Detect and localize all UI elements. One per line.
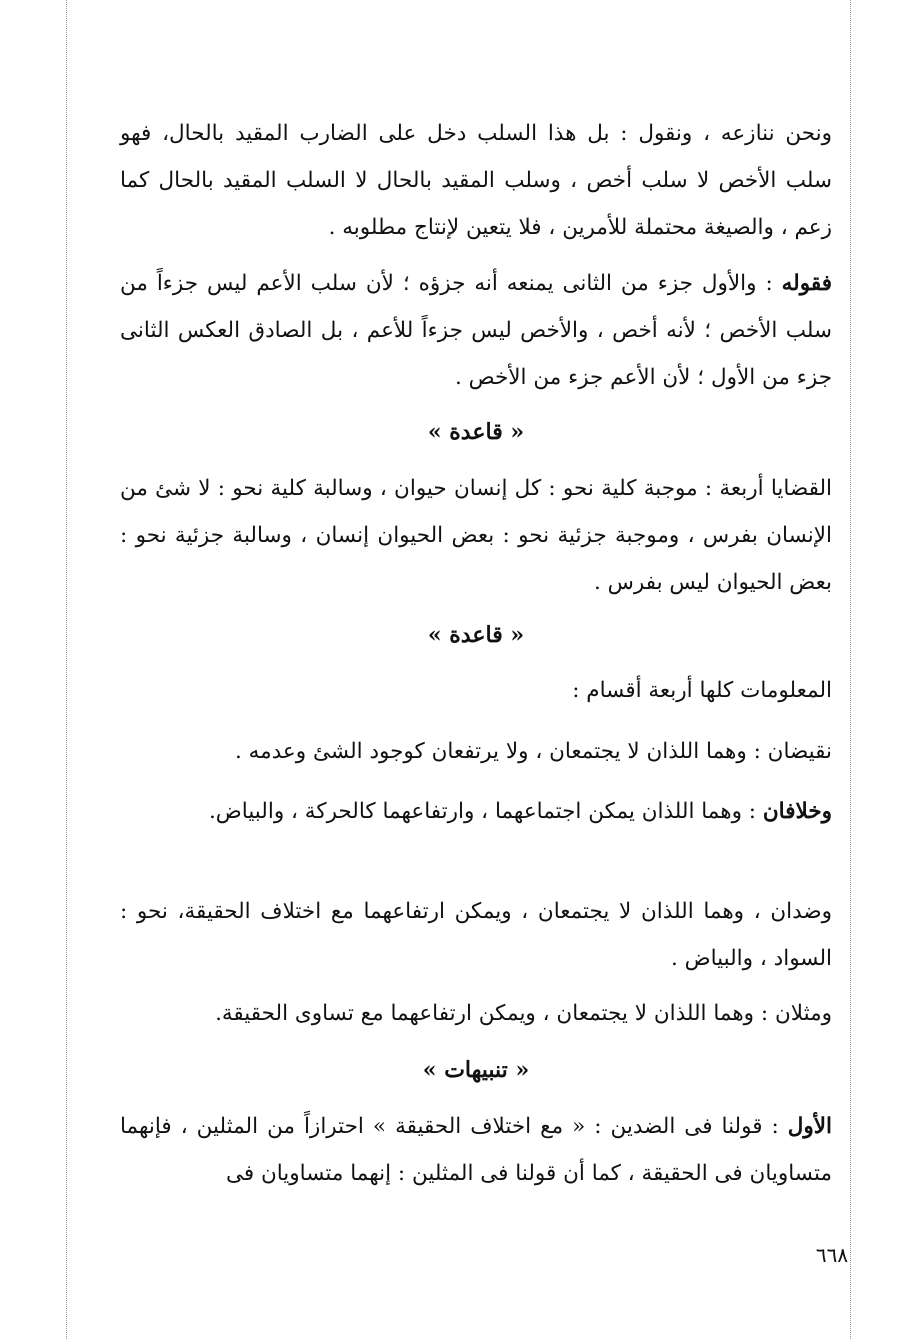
paragraph-4 — [120, 667, 832, 714]
paragraph-8-lead: ومثلان — [774, 1001, 832, 1026]
paragraph-9-body: : قولنا فى الضدين : « مع اختلاف الحقيقة » احترازاً من المثلين ، فإنهما متساويان فى الحقيقة ، كما أن قولنا فى المثلين : إنهما متساويان فى — [120, 1114, 832, 1186]
paragraph-3-text: القضايا أربعة : موجبة كلية نحو : كل إنسان حيوان ، وسالبة كلية نحو : لا شئ من الإنسان بفرس ، وموجبة جزئية نحو : بعض الحيوان إنسان ، وسالبة جزئية نحو : بعض الحيوان ليس بفرس . — [120, 476, 832, 595]
paragraph-5-body: : وهما اللذان لا يجتمعان ، ولا يرتفعان كوجود الشئ وعدمه . — [234, 739, 768, 764]
paragraph-5-lead: نقيضان — [767, 739, 832, 764]
paragraph-9-lead: الأول — [787, 1114, 832, 1139]
paragraph-6-lead: وخلافان — [762, 799, 832, 824]
left-margin-guide — [66, 0, 67, 1339]
paragraph-4-text: المعلومات كلها أربعة أقسام : — [572, 678, 832, 703]
paragraph-7-body: ، وهما اللذان لا يجتمعان ، ويمكن ارتفاعهما مع اختلاف الحقيقة، نحو : السواد ، والبياض . — [120, 899, 832, 971]
paragraph-9-text — [120, 1103, 832, 1197]
paragraph-5 — [120, 728, 832, 775]
paragraph-6-text — [120, 788, 832, 835]
paragraph-1-text: ونحن ننازعه ، ونقول : بل هذا السلب دخل على الضارب المقيد بالحال، فهو سلب الأخص لا سلب أخص ، وسلب المقيد بالحال لا السلب المقيد بالحال كما زعم ، والصيغة محتملة للأمرين ، فلا يتعين لإنتاج مطلوبه . — [120, 121, 832, 240]
paragraph-7-text — [120, 888, 832, 982]
paragraph-3 — [120, 465, 832, 606]
page-number: ٦٦٨ — [815, 1243, 849, 1267]
paragraph-1 — [120, 110, 832, 251]
paragraph-8-text — [120, 990, 832, 1037]
section-heading-rule-2: « قاعدة » — [427, 622, 525, 648]
paragraph-2-lead: فقوله — [781, 271, 832, 296]
paragraph-2 — [120, 260, 832, 401]
paragraph-2-text — [120, 260, 832, 401]
paragraph-6-body: : وهما اللذان يمكن اجتماعهما ، وارتفاعهما كالحركة ، والبياض. — [208, 799, 763, 824]
paragraph-7 — [120, 888, 832, 982]
paragraph-7-lead: وضدان — [770, 899, 832, 924]
section-heading-notes: « تنبيهات » — [422, 1057, 530, 1083]
paragraph-5-text — [120, 728, 832, 775]
paragraph-2-body: : والأول جزء من الثانى يمنعه أنه جزؤه ؛ لأن سلب الأعم ليس جزءاً من سلب الأخص ؛ لأنه أخص ، والأخص ليس جزءاً للأعم ، بل الصادق العكس الثانى جزء من الأول ؛ لأن الأعم جزء من الأخص . — [120, 271, 832, 390]
section-heading-rule-1: « قاعدة » — [427, 419, 525, 445]
paragraph-8-body: : وهما اللذان لا يجتمعان ، ويمكن ارتفاعهما مع تساوى الحقيقة. — [215, 1001, 775, 1026]
paragraph-9 — [120, 1103, 832, 1197]
paragraph-8 — [120, 990, 832, 1037]
paragraph-6 — [120, 788, 832, 835]
right-margin-guide — [850, 0, 851, 1339]
